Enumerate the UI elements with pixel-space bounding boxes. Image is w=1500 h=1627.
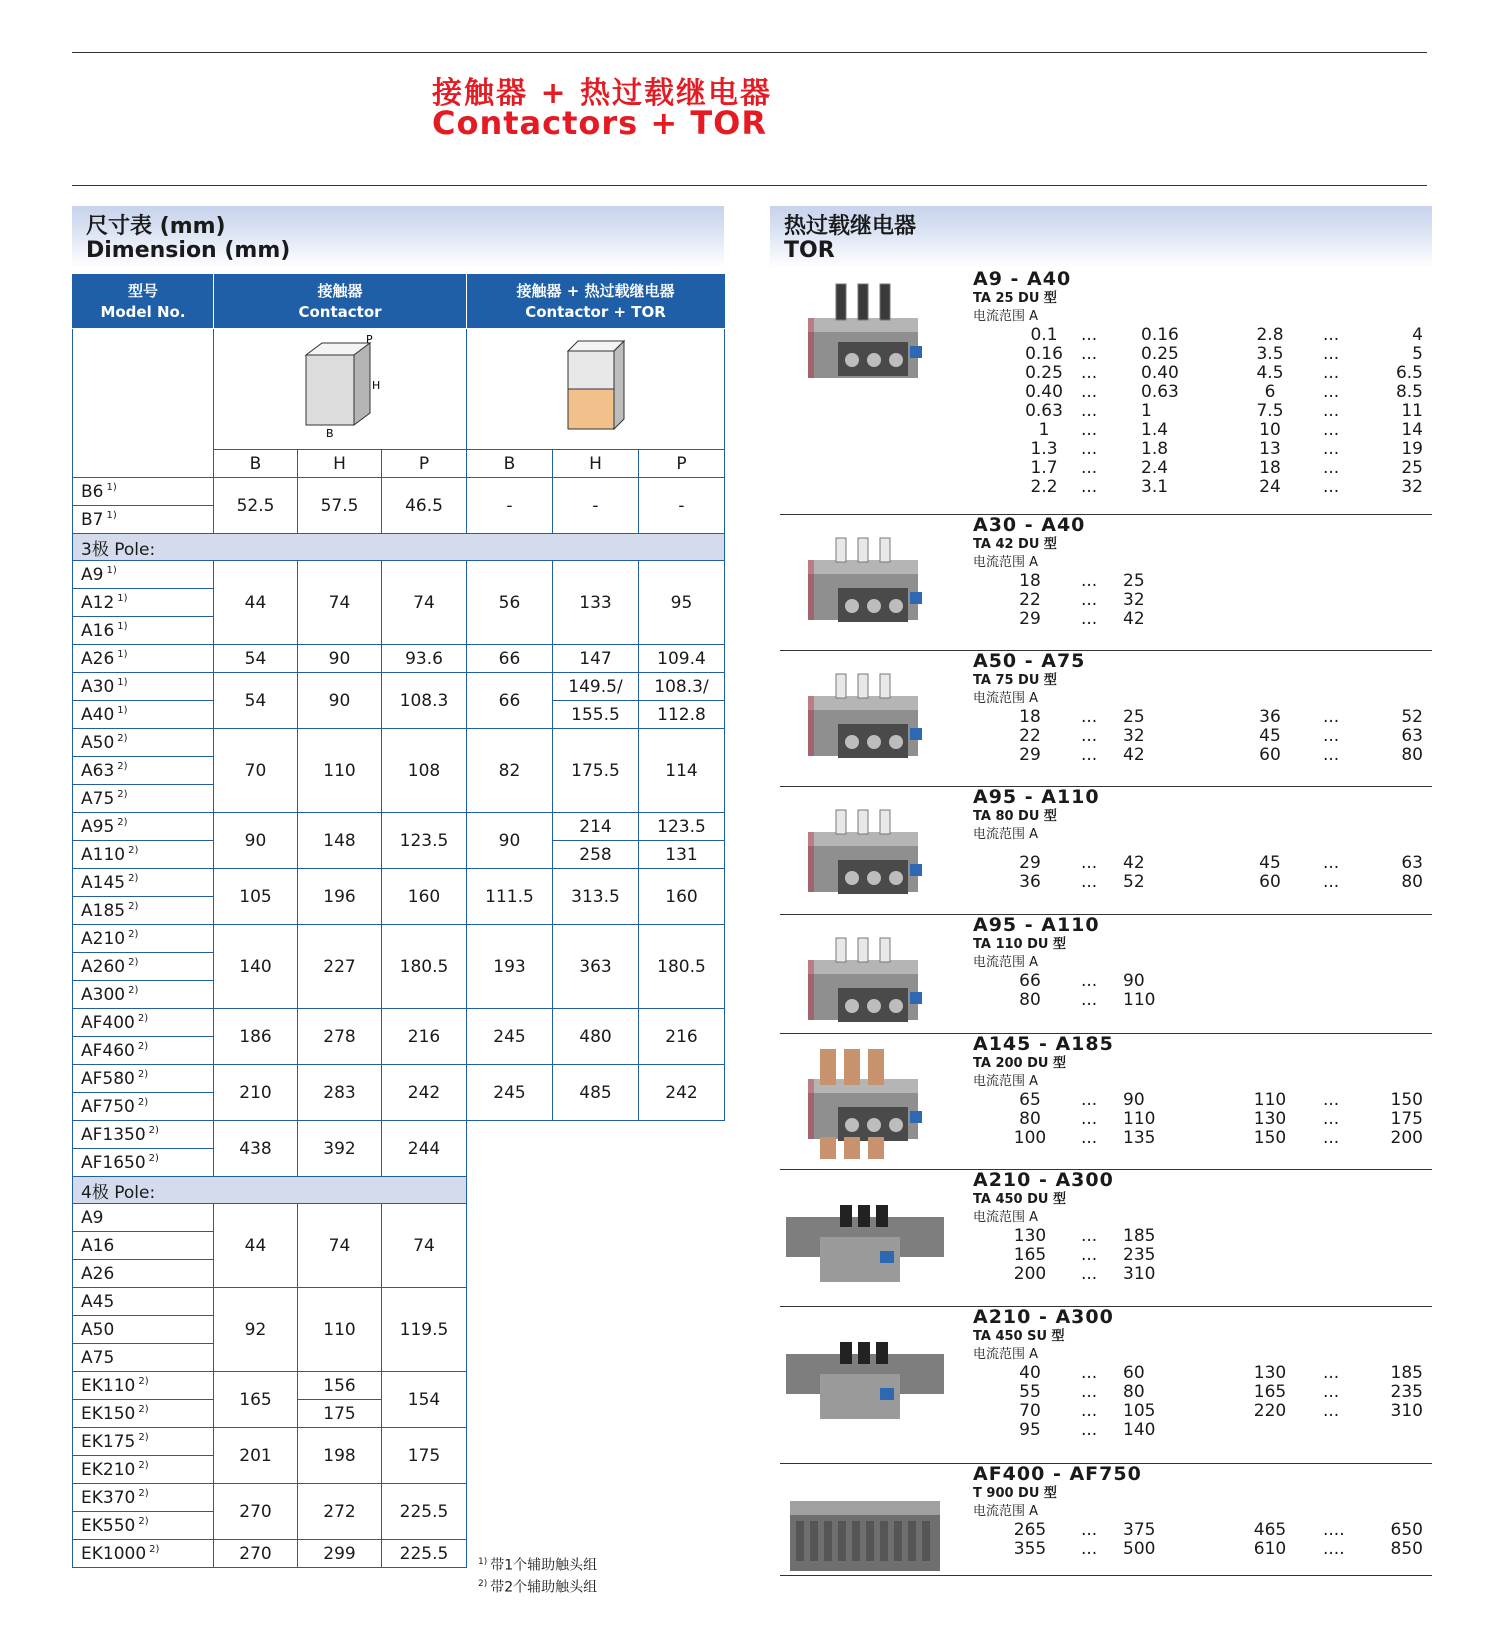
current-range-grid: [973, 571, 1145, 629]
range-row: 95 ... 140: [1019, 1420, 1156, 1440]
value-cell: 90: [467, 813, 553, 869]
section-rule: [72, 185, 1427, 186]
col-model: 型号 Model No.: [73, 275, 214, 329]
contactor-diagram: [214, 329, 467, 450]
value-cell: 270: [214, 1540, 298, 1568]
value-cell: 175: [382, 1428, 467, 1484]
range-row: 29 ... 42: [1019, 609, 1145, 629]
value-cell: 57.5: [298, 478, 382, 534]
value-cell: 109.4: [639, 645, 725, 673]
table-row: [73, 1121, 725, 1149]
range-row: 130 ... 185: [1013, 1226, 1156, 1246]
table-row: [73, 1288, 725, 1316]
value-cell: 105: [214, 869, 298, 925]
top-rule: [72, 52, 1427, 53]
range-row: 55 ... 80 165 ... 235: [1019, 1382, 1423, 1402]
relay-title: A30 - A40: [973, 514, 1086, 536]
value-cell: 56: [467, 561, 553, 645]
value-cell: 119.5: [382, 1288, 467, 1372]
table-row: [73, 561, 725, 589]
value-cell: 54: [214, 673, 298, 729]
model-cell: A145 $^{2)}$: [73, 869, 214, 897]
relay-image: [780, 522, 950, 642]
dimension-heading-cn: 尺寸表 (mm): [86, 214, 226, 239]
value-cell: 90: [214, 813, 298, 869]
relay-title: A210 - A300: [973, 1169, 1114, 1191]
value-cell: 46.5: [382, 478, 467, 534]
current-range-grid: [973, 707, 1423, 765]
current-range-grid: [973, 325, 1423, 497]
value-cell: 201: [214, 1428, 298, 1484]
relay-image: [780, 1471, 950, 1591]
relay-image: [780, 1177, 950, 1297]
model-cell: A50 $^{2)}$: [73, 729, 214, 757]
table-row: [73, 729, 725, 757]
range-row: 0.1 ... 0.16 2.8 ... 4: [1030, 325, 1423, 345]
value-cell: 227: [298, 925, 382, 1009]
range-row: 200 ... 310: [1013, 1264, 1156, 1284]
value-cell: 133: [553, 561, 639, 645]
value-cell: 54: [214, 645, 298, 673]
value-cell: 90: [298, 673, 382, 729]
model-cell: A95 $^{2)}$: [73, 813, 214, 841]
value-cell: 363: [553, 925, 639, 1009]
range-row: 0.25 ... 0.40 4.5 ... 6.5: [1025, 363, 1423, 383]
value-cell: 74: [298, 561, 382, 645]
table-row: [73, 925, 725, 953]
current-range-grid: [973, 971, 1156, 1010]
model-cell: EK370 $^{2)}$: [73, 1484, 214, 1512]
table-row: [73, 869, 725, 897]
relay-type: T 900 DU 型: [973, 1486, 1057, 1501]
sub-col-b: B: [214, 450, 298, 478]
relay-type: TA 80 DU 型: [973, 809, 1057, 824]
range-row: 65 ... 90 110 ... 150: [1019, 1090, 1423, 1110]
value-cell: 225.5: [382, 1540, 467, 1568]
value-cell: 155.5: [553, 701, 639, 729]
value-cell: 193: [467, 925, 553, 1009]
current-range-grid: [973, 1363, 1423, 1440]
relay-image: [780, 794, 950, 914]
value-cell: 149.5/: [553, 673, 639, 701]
value-cell: 74: [298, 1204, 382, 1288]
current-range-label: 电流范围 A: [973, 1074, 1039, 1089]
range-row: 1.3 ... 1.8 13 ... 19: [1030, 439, 1423, 459]
table-row: [73, 1372, 725, 1400]
range-row: 29 ... 42 60 ... 80: [1019, 745, 1423, 765]
page-title-cn: 接触器 + 热过载继电器: [432, 76, 773, 111]
value-cell: 210: [214, 1065, 298, 1121]
model-cell: A16: [73, 1232, 214, 1260]
model-cell: A63 $^{2)}$: [73, 757, 214, 785]
current-range-label: 电流范围 A: [973, 955, 1039, 970]
value-cell: 283: [298, 1065, 382, 1121]
current-range-grid: [973, 1226, 1156, 1284]
current-range-grid: [973, 853, 1423, 892]
value-cell: 52.5: [214, 478, 298, 534]
value-cell: 110: [298, 1288, 382, 1372]
range-row: 355 ... 500 610 .... 850: [1013, 1539, 1423, 1559]
value-cell: 112.8: [639, 701, 725, 729]
current-range-grid: [973, 1090, 1423, 1148]
dimension-heading: [72, 206, 724, 268]
value-cell: 216: [382, 1009, 467, 1065]
footnote-2: $^{2)}$ 带2个辅助触头组: [478, 1578, 598, 1596]
relay-type: TA 75 DU 型: [973, 673, 1057, 688]
range-row: 22 ... 32: [1019, 590, 1145, 610]
value-cell: 480: [553, 1009, 639, 1065]
sub-col-p: P: [639, 450, 725, 478]
relay-title: A50 - A75: [973, 650, 1086, 672]
sub-col-p: P: [382, 450, 467, 478]
tor-relay: [780, 514, 1432, 651]
dimension-heading-en: Dimension (mm): [86, 238, 291, 263]
model-cell: A30 $^{1)}$: [73, 673, 214, 701]
value-cell: 165: [214, 1372, 298, 1428]
value-cell: 198: [298, 1428, 382, 1484]
model-cell: EK110 $^{2)}$: [73, 1372, 214, 1400]
current-range-label: 电流范围 A: [973, 691, 1039, 706]
value-cell: 90: [298, 645, 382, 673]
value-cell: 131: [639, 841, 725, 869]
range-row: 18 ... 25 36 ... 52: [1019, 707, 1423, 727]
model-cell: EK550 $^{2)}$: [73, 1512, 214, 1540]
model-cell: EK175 $^{2)}$: [73, 1428, 214, 1456]
model-cell: A75 $^{2)}$: [73, 785, 214, 813]
section-3pole: 3极 Pole:: [73, 534, 725, 561]
model-cell: B7 $^{1)}$: [73, 506, 214, 534]
sub-col-b: B: [467, 450, 553, 478]
table-row: [73, 1540, 725, 1568]
model-cell: AF400 $^{2)}$: [73, 1009, 214, 1037]
value-cell: 216: [639, 1009, 725, 1065]
value-cell: 66: [467, 673, 553, 729]
model-cell: AF750 $^{2)}$: [73, 1093, 214, 1121]
value-cell: -: [553, 478, 639, 534]
relay-type: TA 110 DU 型: [973, 937, 1066, 952]
value-cell: 485: [553, 1065, 639, 1121]
model-cell: A26 $^{1)}$: [73, 645, 214, 673]
current-range-label: 电流范围 A: [973, 1210, 1039, 1225]
value-cell: 154: [382, 1372, 467, 1428]
range-row: 40 ... 60 130 ... 185: [1019, 1363, 1423, 1383]
relay-type: TA 25 DU 型: [973, 291, 1057, 306]
value-cell: 92: [214, 1288, 298, 1372]
value-cell: 186: [214, 1009, 298, 1065]
diagram-label-b: B: [326, 426, 334, 440]
col-contactor: 接触器 Contactor: [214, 275, 467, 329]
value-cell: 270: [214, 1484, 298, 1540]
current-range-label: 电流范围 A: [973, 1347, 1039, 1362]
tor-heading-en: TOR: [784, 238, 835, 263]
value-cell: 196: [298, 869, 382, 925]
model-cell: A12 $^{1)}$: [73, 589, 214, 617]
value-cell: 74: [382, 561, 467, 645]
range-row: 0.16 ... 0.25 3.5 ... 5: [1025, 344, 1423, 364]
value-cell: 93.6: [382, 645, 467, 673]
current-range-label: 电流范围 A: [973, 1504, 1039, 1519]
range-row: 36 ... 52 60 ... 80: [1019, 872, 1423, 892]
tor-relay: [780, 650, 1432, 787]
model-cell: A185 $^{2)}$: [73, 897, 214, 925]
range-row: 29 ... 42 45 ... 63: [1019, 853, 1423, 873]
tor-relay: [780, 786, 1432, 915]
table-row: [73, 1009, 725, 1037]
value-cell: 438: [214, 1121, 298, 1177]
relay-title: A9 - A40: [973, 268, 1072, 290]
sub-col-h: H: [553, 450, 639, 478]
value-cell: -: [639, 478, 725, 534]
value-cell: 108: [382, 729, 467, 813]
table-row: [73, 1204, 725, 1232]
value-cell: 244: [382, 1121, 467, 1177]
model-cell: EK1000 $^{2)}$: [73, 1540, 214, 1568]
value-cell: 313.5: [553, 869, 639, 925]
value-cell: 180.5: [639, 925, 725, 1009]
value-cell: 160: [382, 869, 467, 925]
dimension-table: [72, 274, 725, 1568]
value-cell: 245: [467, 1009, 553, 1065]
value-cell: 225.5: [382, 1484, 467, 1540]
value-cell: 44: [214, 561, 298, 645]
value-cell: 123.5: [639, 813, 725, 841]
col-contactor-tor: 接触器 + 热过载继电器 Contactor + TOR: [467, 275, 725, 329]
current-range-label: 电流范围 A: [973, 555, 1039, 570]
table-row: [73, 1428, 725, 1456]
relay-image: [780, 1314, 950, 1434]
tor-relay: [780, 914, 1432, 1034]
value-cell: 44: [214, 1204, 298, 1288]
model-cell: A45: [73, 1288, 214, 1316]
value-cell: 242: [639, 1065, 725, 1121]
range-row: 165 ... 235: [1013, 1245, 1156, 1265]
table-row: [73, 478, 725, 506]
footnote-1: $^{1)}$ 带1个辅助触头组: [478, 1557, 598, 1574]
model-cell: A260 $^{2)}$: [73, 953, 214, 981]
model-cell: B6 $^{1)}$: [73, 478, 214, 506]
table-row: [73, 645, 725, 673]
tor-relay: [780, 1169, 1432, 1307]
range-row: 100 ... 135 150 ... 200: [1013, 1128, 1423, 1148]
tor-relay: [780, 1463, 1432, 1576]
value-cell: 214: [553, 813, 639, 841]
range-row: 18 ... 25: [1019, 571, 1145, 591]
relay-image: [780, 658, 950, 778]
model-cell: A50: [73, 1316, 214, 1344]
model-cell: A75: [73, 1344, 214, 1372]
range-row: 2.2 ... 3.1 24 ... 32: [1030, 477, 1423, 497]
model-cell: EK210 $^{2)}$: [73, 1456, 214, 1484]
value-cell: -: [467, 478, 553, 534]
value-cell: 160: [639, 869, 725, 925]
model-cell: A300 $^{2)}$: [73, 981, 214, 1009]
model-cell: A210 $^{2)}$: [73, 925, 214, 953]
diagram-row: [73, 329, 725, 450]
relay-image: [780, 276, 950, 396]
current-range-label: 电流范围 A: [973, 827, 1039, 842]
relay-title: A210 - A300: [973, 1306, 1114, 1328]
model-cell: AF460 $^{2)}$: [73, 1037, 214, 1065]
range-row: 22 ... 32 45 ... 63: [1019, 726, 1423, 746]
value-cell: 299: [298, 1540, 382, 1568]
relay-type: TA 200 DU 型: [973, 1056, 1066, 1071]
value-cell: 74: [382, 1204, 467, 1288]
model-cell: A110 $^{2)}$: [73, 841, 214, 869]
relay-title: A145 - A185: [973, 1033, 1114, 1055]
range-row: 80 ... 110 130 ... 175: [1019, 1109, 1423, 1129]
sub-col-h: H: [298, 450, 382, 478]
value-cell: 272: [298, 1484, 382, 1540]
value-cell: 392: [298, 1121, 382, 1177]
relay-title: A95 - A110: [973, 914, 1100, 936]
value-cell: 278: [298, 1009, 382, 1065]
model-cell: A9 $^{1)}$: [73, 561, 214, 589]
tor-heading: [770, 206, 1432, 268]
table-row: [73, 813, 725, 841]
value-cell: 110: [298, 729, 382, 813]
current-range-label: 电流范围 A: [973, 309, 1039, 324]
value-cell: 95: [639, 561, 725, 645]
relay-type: TA 450 DU 型: [973, 1192, 1066, 1207]
table-row: [73, 1484, 725, 1512]
model-cell: AF1650 $^{2)}$: [73, 1149, 214, 1177]
tor-relay: [780, 1306, 1432, 1464]
value-cell: 175.5: [553, 729, 639, 813]
value-cell: 70: [214, 729, 298, 813]
contactor-tor-diagram: [467, 329, 725, 450]
range-row: 0.63 ... 1 7.5 ... 11: [1025, 401, 1423, 421]
model-cell: A16 $^{1)}$: [73, 617, 214, 645]
value-cell: 108.3: [382, 673, 467, 729]
range-row: 66 ... 90: [1019, 971, 1145, 991]
range-row: 1.7 ... 2.4 18 ... 25: [1030, 458, 1423, 478]
value-cell: 140: [214, 925, 298, 1009]
model-cell: AF580 $^{2)}$: [73, 1065, 214, 1093]
page-title-en: Contactors + TOR: [432, 104, 767, 142]
model-cell: A26: [73, 1260, 214, 1288]
value-cell: 175: [298, 1400, 382, 1428]
relay-title: AF400 - AF750: [973, 1463, 1142, 1485]
tor-relay: [780, 268, 1432, 515]
value-cell: 111.5: [467, 869, 553, 925]
diagram-label-p: P: [366, 332, 373, 346]
diagram-label-h: H: [372, 378, 381, 392]
table-row: [73, 673, 725, 701]
tor-relay: [780, 1033, 1432, 1170]
section-4pole: 4极 Pole:: [73, 1177, 725, 1204]
range-row: 70 ... 105 220 ... 310: [1019, 1401, 1423, 1421]
value-cell: 123.5: [382, 813, 467, 869]
value-cell: 242: [382, 1065, 467, 1121]
value-cell: 258: [553, 841, 639, 869]
value-cell: 245: [467, 1065, 553, 1121]
range-row: 265 ... 375 465 .... 650: [1013, 1520, 1423, 1540]
relay-title: A95 - A110: [973, 786, 1100, 808]
value-cell: 148: [298, 813, 382, 869]
value-cell: 66: [467, 645, 553, 673]
value-cell: 156: [298, 1372, 382, 1400]
table-row: [73, 1065, 725, 1093]
value-cell: 114: [639, 729, 725, 813]
tor-heading-cn: 热过载继电器: [784, 214, 917, 239]
current-range-grid: [973, 1520, 1423, 1559]
value-cell: 108.3/: [639, 673, 725, 701]
range-row: 0.40 ... 0.63 6 ... 8.5: [1025, 382, 1423, 402]
model-cell: A9: [73, 1204, 214, 1232]
value-cell: 180.5: [382, 925, 467, 1009]
value-cell: 82: [467, 729, 553, 813]
model-cell: AF1350 $^{2)}$: [73, 1121, 214, 1149]
range-row: 80 ... 110: [1019, 990, 1156, 1010]
relay-type: TA 450 SU 型: [973, 1329, 1065, 1344]
range-row: 1 ... 1.4 10 ... 14: [1038, 420, 1423, 440]
relay-image: [780, 922, 950, 1042]
table-header: [73, 275, 725, 329]
value-cell: 147: [553, 645, 639, 673]
model-cell: EK150 $^{2)}$: [73, 1400, 214, 1428]
footnotes: [478, 1553, 597, 1596]
relay-type: TA 42 DU 型: [973, 537, 1057, 552]
model-cell: A40 $^{1)}$: [73, 701, 214, 729]
relay-image: [780, 1041, 950, 1161]
